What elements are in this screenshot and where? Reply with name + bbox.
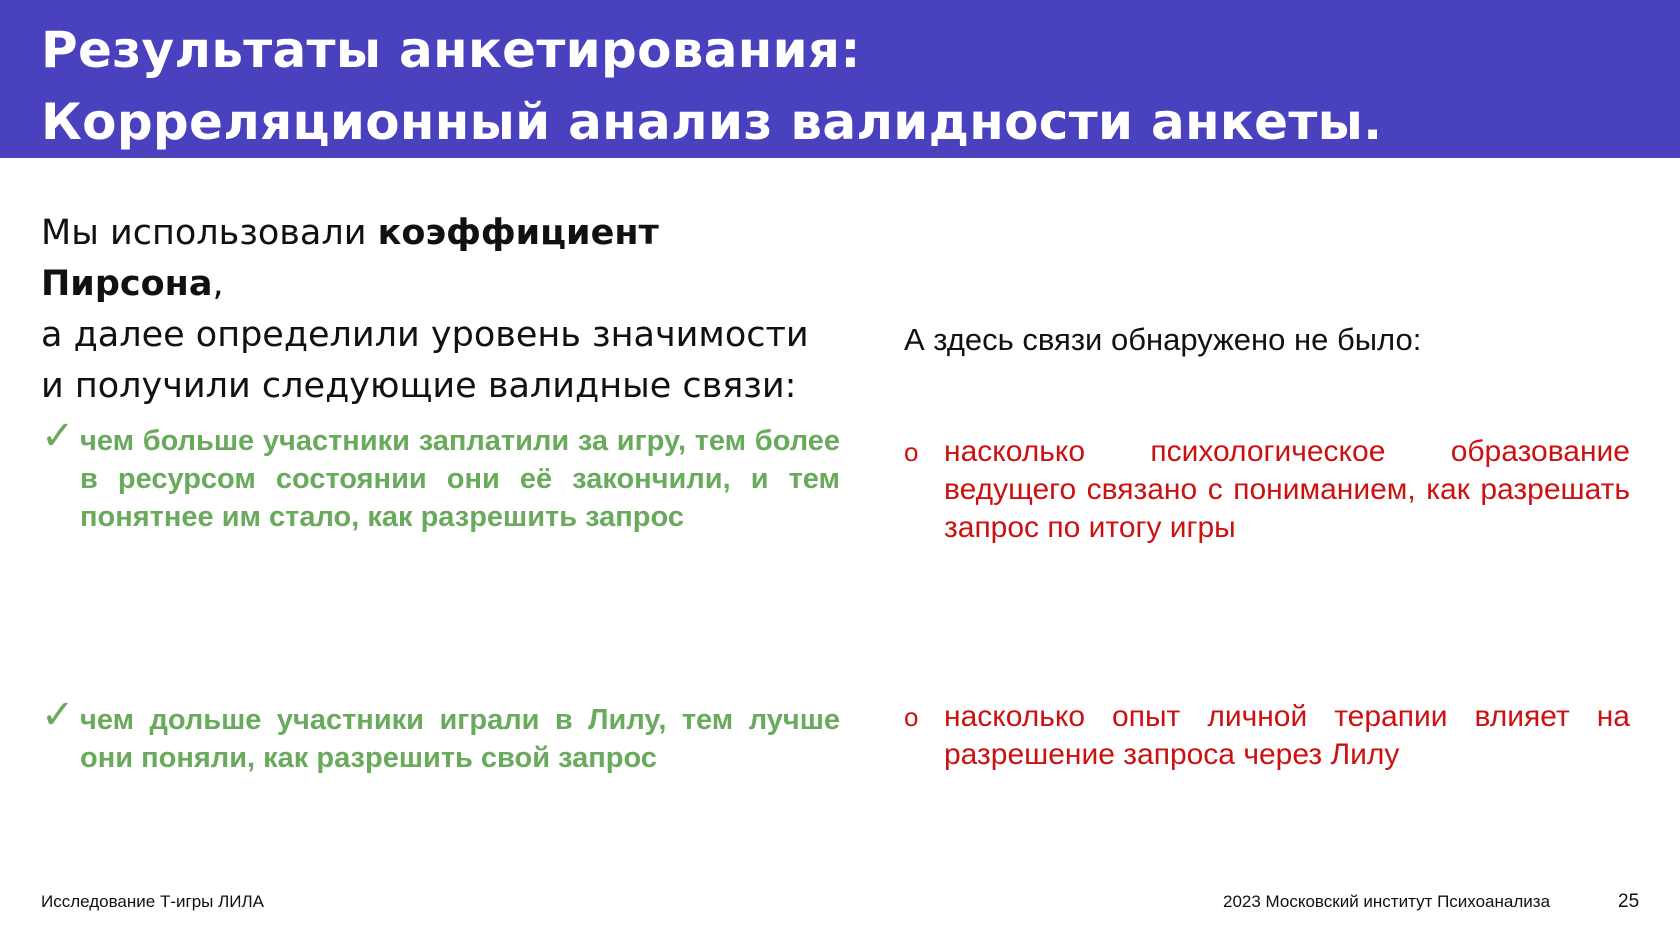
title-line-2: Корреляционный анализ валидности анкеты.	[41, 93, 1383, 151]
no-link-text: насколько опыт личной терапии влияет на разрешение запроса через Лилу	[944, 700, 1630, 771]
footer-institute: 2023 Московский институт Психоанализа	[1223, 892, 1551, 911]
no-links-heading: А здесь связи обнаружено не было:	[904, 322, 1422, 357]
circle-bullet-icon: o	[904, 437, 919, 467]
page-number: 25	[1618, 891, 1640, 912]
title-line-1: Результаты анкетирования:	[41, 21, 861, 79]
valid-link-text: чем дольше участники играли в Лилу, тем лучше они поняли, как разрешить свой запрос	[80, 704, 840, 774]
slide-title	[41, 14, 1601, 158]
circle-bullet-icon: o	[904, 702, 919, 732]
intro-line-1	[41, 208, 821, 310]
intro-line-3: и получили следующие валидные связи:	[41, 366, 797, 406]
intro-text-part1: Мы использовали	[41, 213, 378, 253]
footer-study-title: Исследование Т-игры ЛИЛА	[41, 892, 264, 911]
intro-text-part2: ,	[212, 264, 224, 304]
checkmark-icon: ✓	[41, 692, 75, 738]
slide-header	[0, 0, 1680, 158]
pearson-coefficient-term: коэффициент Пирсона	[41, 213, 659, 304]
checkmark-icon: ✓	[41, 413, 75, 459]
no-link-text: насколько психологическое образование ведущего связано с пониманием, как разрешать запрос по итогу игры	[944, 435, 1630, 544]
intro-paragraph	[41, 208, 821, 412]
intro-line-2: а далее определили уровень значимости	[41, 315, 809, 355]
valid-link-text: чем больше участники заплатили за игру, тем более в ресурсом состоянии они её закончили, и тем понятнее им стало, как разрешить запрос	[80, 425, 840, 533]
